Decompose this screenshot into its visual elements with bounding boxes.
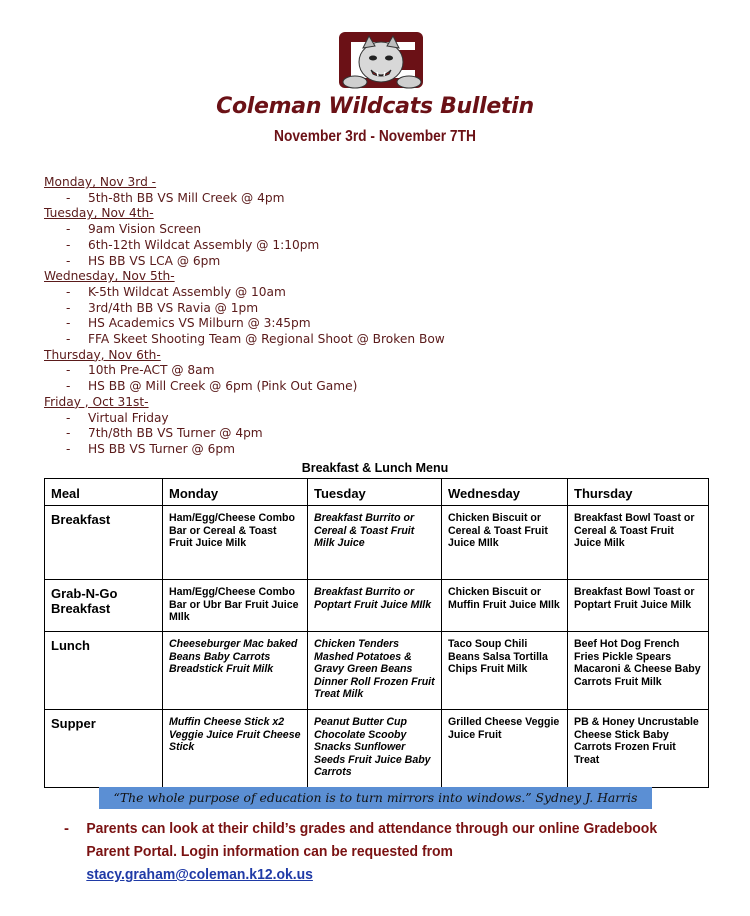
- meal-label: Grab-N-Go Breakfast: [45, 580, 163, 632]
- event-text: K-5th Wildcat Assembly @ 10am: [88, 284, 286, 299]
- menu-cell: Breakfast Bowl Toast or Poptart Fruit Juice Milk: [568, 580, 709, 632]
- event-text: 9am Vision Screen: [88, 222, 202, 237]
- wildcat-logo-icon: [333, 30, 433, 92]
- bulletin-title: Coleman Wildcats Bulletin: [216, 94, 534, 119]
- column-header: Tuesday: [308, 479, 442, 506]
- event-item: - K-5th Wildcat Assembly @ 10am: [66, 284, 286, 299]
- menu-cell: Chicken Tenders Mashed Potatoes & Gravy Green Beans Dinner Roll Frozen Fruit Treat Milk: [308, 632, 442, 710]
- day-block: [44, 348, 684, 395]
- column-header: Monday: [163, 479, 308, 506]
- parent-portal-notice: [64, 817, 724, 886]
- menu-cell: Cheeseburger Mac baked Beans Baby Carrots Breadstick Fruit Milk: [163, 632, 308, 710]
- table-row: [45, 506, 709, 580]
- event-item: - 5th-8th BB VS Mill Creek @ 4pm: [66, 190, 285, 205]
- menu-cell: PB & Honey Uncrustable Cheese Stick Baby Carrots Frozen Fruit Treat: [568, 710, 709, 788]
- bulletin-dates: November 3rd - November 7TH: [274, 128, 476, 145]
- event-text: HS BB @ Mill Creek @ 6pm (Pink Out Game): [88, 379, 358, 394]
- day-block: [44, 206, 684, 269]
- event-text: 10th Pre-ACT @ 8am: [88, 363, 215, 378]
- event-item: - HS BB VS Turner @ 6pm: [66, 441, 235, 456]
- notice-bullet: -: [64, 820, 69, 837]
- event-text: 6th-12th Wildcat Assembly @ 1:10pm: [88, 237, 320, 252]
- table-row: [45, 710, 709, 788]
- menu-cell: Chicken Biscuit or Cereal & Toast Fruit Juice MIlk: [442, 506, 568, 580]
- day-heading: Friday , Oct 31st-: [44, 394, 149, 409]
- event-item: - HS BB VS LCA @ 6pm: [66, 253, 221, 268]
- menu-title: Breakfast & Lunch Menu: [301, 461, 449, 475]
- menu-cell: Grilled Cheese Veggie Juice Fruit: [442, 710, 568, 788]
- menu-cell: Peanut Butter Cup Chocolate Scooby Snacks Sunflower Seeds Fruit Juice Baby Carrots: [308, 710, 442, 788]
- table-row: [45, 632, 709, 710]
- menu-cell: Breakfast Burrito or Cereal & Toast Fruit Milk Juice: [308, 506, 442, 580]
- column-header: Wednesday: [442, 479, 568, 506]
- event-item: - Virtual Friday: [66, 410, 169, 425]
- event-item: - 9am Vision Screen: [66, 222, 202, 237]
- meal-label: Lunch: [45, 632, 163, 710]
- event-text: HS Academics VS Milburn @ 3:45pm: [88, 316, 311, 331]
- weekly-schedule: [44, 175, 684, 458]
- email-link[interactable]: stacy.graham@coleman.k12.ok.us: [86, 866, 313, 883]
- day-block: [44, 269, 684, 348]
- meal-label: Breakfast: [45, 506, 163, 580]
- menu-cell: Taco Soup Chili Beans Salsa Tortilla Chips Fruit Milk: [442, 632, 568, 710]
- event-item: - 7th/8th BB VS Turner @ 4pm: [66, 426, 263, 441]
- menu-cell: Breakfast Burrito or Poptart Fruit Juice MIlk: [308, 580, 442, 632]
- menu-cell: Ham/Egg/Cheese Combo Bar or Cereal & Toast Fruit Juice Milk: [163, 506, 308, 580]
- event-text: 3rd/4th BB VS Ravia @ 1pm: [88, 300, 259, 315]
- day-heading: Thursday, Nov 6th-: [44, 347, 161, 362]
- event-item: - HS Academics VS Milburn @ 3:45pm: [66, 316, 311, 331]
- day-heading: Wednesday, Nov 5th-: [44, 269, 175, 284]
- column-header: Thursday: [568, 479, 709, 506]
- quote-banner: “The whole purpose of education is to turn mirrors into windows.” Sydney J. Harris: [99, 787, 652, 809]
- day-block: [44, 395, 684, 458]
- event-item: - 3rd/4th BB VS Ravia @ 1pm: [66, 300, 259, 315]
- menu-cell: Beef Hot Dog French Fries Pickle Spears Macaroni & Cheese Baby Carrots Fruit Milk: [568, 632, 709, 710]
- menu-cell: Muffin Cheese Stick x2 Veggie Juice Fruit Cheese Stick: [163, 710, 308, 788]
- meal-label: Supper: [45, 710, 163, 788]
- table-header-row: [45, 479, 709, 506]
- event-text: HS BB VS Turner @ 6pm: [88, 441, 235, 456]
- event-item: - 6th-12th Wildcat Assembly @ 1:10pm: [66, 237, 320, 252]
- event-text: Virtual Friday: [88, 410, 169, 425]
- menu-cell: Breakfast Bowl Toast or Cereal & Toast Fruit Juice Milk: [568, 506, 709, 580]
- event-text: 5th-8th BB VS Mill Creek @ 4pm: [88, 190, 285, 205]
- day-heading: Monday, Nov 3rd -: [44, 175, 157, 189]
- menu-cell: Ham/Egg/Cheese Combo Bar or Ubr Bar Fruit Juice MIlk: [163, 580, 308, 632]
- event-item: - FFA Skeet Shooting Team @ Regional Shoot @ Broken Bow: [66, 332, 445, 347]
- event-text: 7th/8th BB VS Turner @ 4pm: [88, 426, 263, 441]
- menu-table: [44, 478, 709, 788]
- menu-cell: Chicken Biscuit or Muffin Fruit Juice MIlk: [442, 580, 568, 632]
- day-heading: Tuesday, Nov 4th-: [44, 206, 154, 221]
- table-row: [45, 580, 709, 632]
- day-block: [44, 175, 684, 206]
- column-header: Meal: [45, 479, 163, 506]
- event-item: - HS BB @ Mill Creek @ 6pm (Pink Out Game): [66, 379, 358, 394]
- event-text: HS BB VS LCA @ 6pm: [88, 253, 221, 268]
- event-item: - 10th Pre-ACT @ 8am: [66, 363, 215, 378]
- event-text: FFA Skeet Shooting Team @ Regional Shoot @ Broken Bow: [88, 332, 445, 347]
- notice-text: Parents can look at their child’s grades and attendance through our online Gradebook Parent Portal. Login information can be requested from: [86, 820, 658, 860]
